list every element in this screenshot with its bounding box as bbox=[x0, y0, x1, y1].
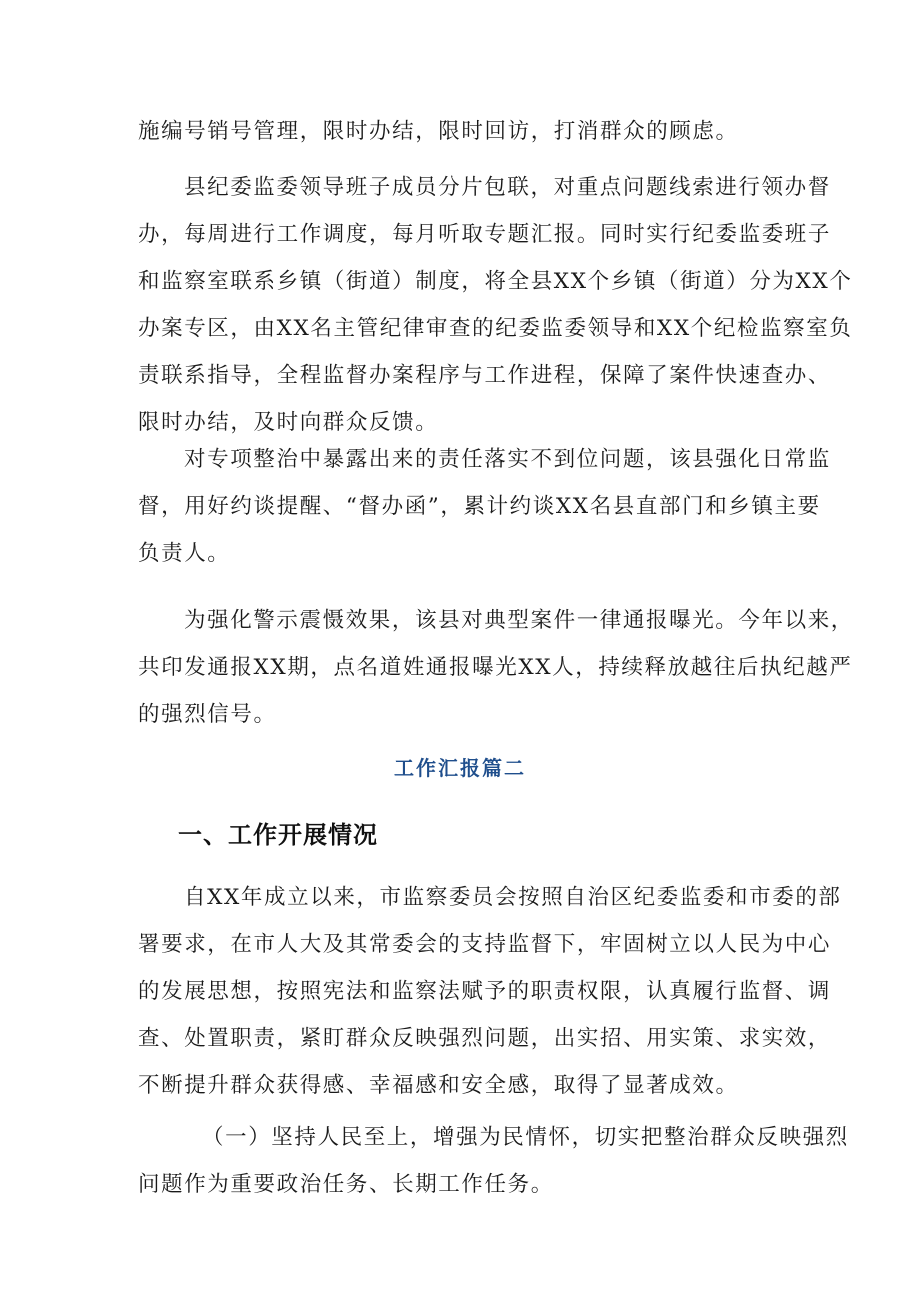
text-line: 署要求，在市人大及其常委会的支持监督下，牢固树立以人民为中心 bbox=[138, 932, 832, 957]
paragraph-leadership-liaison bbox=[138, 164, 853, 446]
text-line: 督，用好约谈提醒、“督办函”，累计约谈XX名县直部门和乡镇主要 bbox=[138, 494, 821, 519]
text-line: 的发展思想，按照宪法和监察法赋予的职责权限，认真履行监督、调 bbox=[138, 979, 832, 1004]
paragraph-warning-exposure bbox=[138, 597, 854, 738]
text-line: 县纪委监委领导班子成员分片包联，对重点问题线索进行领办督 bbox=[184, 175, 831, 200]
text-line: 不断提升群众获得感、幸福感和安全感，取得了显著成效。 bbox=[138, 1073, 739, 1098]
text-line: 查、处置职责，紧盯群众反映强烈问题，出实招、用实策、求实效， bbox=[138, 1026, 832, 1051]
text-line: 对专项整治中暴露出来的责任落实不到位问题，该县强化日常监 bbox=[184, 447, 831, 472]
text-line: 共印发通报XX期，点名道姓通报曝光XX人，持续释放越往后执纪越严 bbox=[138, 655, 853, 680]
text-line: 为强化警示震慑效果，该县对典型案件一律通报曝光。今年以来， bbox=[184, 608, 854, 633]
paragraph-continuation bbox=[138, 108, 798, 155]
text-line: 施编号销号管理，限时办结，限时回访，打消群众的顾虑。 bbox=[138, 119, 739, 144]
text-line: 和监察室联系乡镇（街道）制度，将全县XX个乡镇（街道）分为XX个 bbox=[138, 269, 853, 294]
text-line: 负责人。 bbox=[138, 541, 231, 566]
heading-work-progress: 一、工作开展情况 bbox=[178, 821, 378, 849]
text-line: 责联系指导，全程监督办案程序与工作进程，保障了案件快速查办、 bbox=[138, 363, 832, 388]
paragraph-responsibility bbox=[138, 436, 831, 577]
text-line: 办，每周进行工作调度，每月听取专题汇报。同时实行纪委监委班子 bbox=[138, 222, 832, 247]
paragraph-commission-overview bbox=[138, 874, 842, 1109]
text-line: 问题作为重要政治任务、长期工作任务。 bbox=[138, 1172, 554, 1197]
text-line: 限时办结，及时向群众反馈。 bbox=[138, 410, 439, 435]
paragraph-people-first bbox=[138, 1114, 849, 1208]
text-line: （一）坚持人民至上，增强为民情怀，切实把整治群众反映强烈 bbox=[202, 1125, 849, 1150]
text-line: 办案专区，由XX名主管纪律审查的纪委监委领导和XX个纪检监察室负 bbox=[138, 316, 853, 341]
text-line: 自XX年成立以来，市监察委员会按照自治区纪委监委和市委的部 bbox=[184, 885, 842, 910]
section-title: 工作汇报篇二 bbox=[394, 756, 526, 780]
text-line: 的强烈信号。 bbox=[138, 702, 277, 727]
